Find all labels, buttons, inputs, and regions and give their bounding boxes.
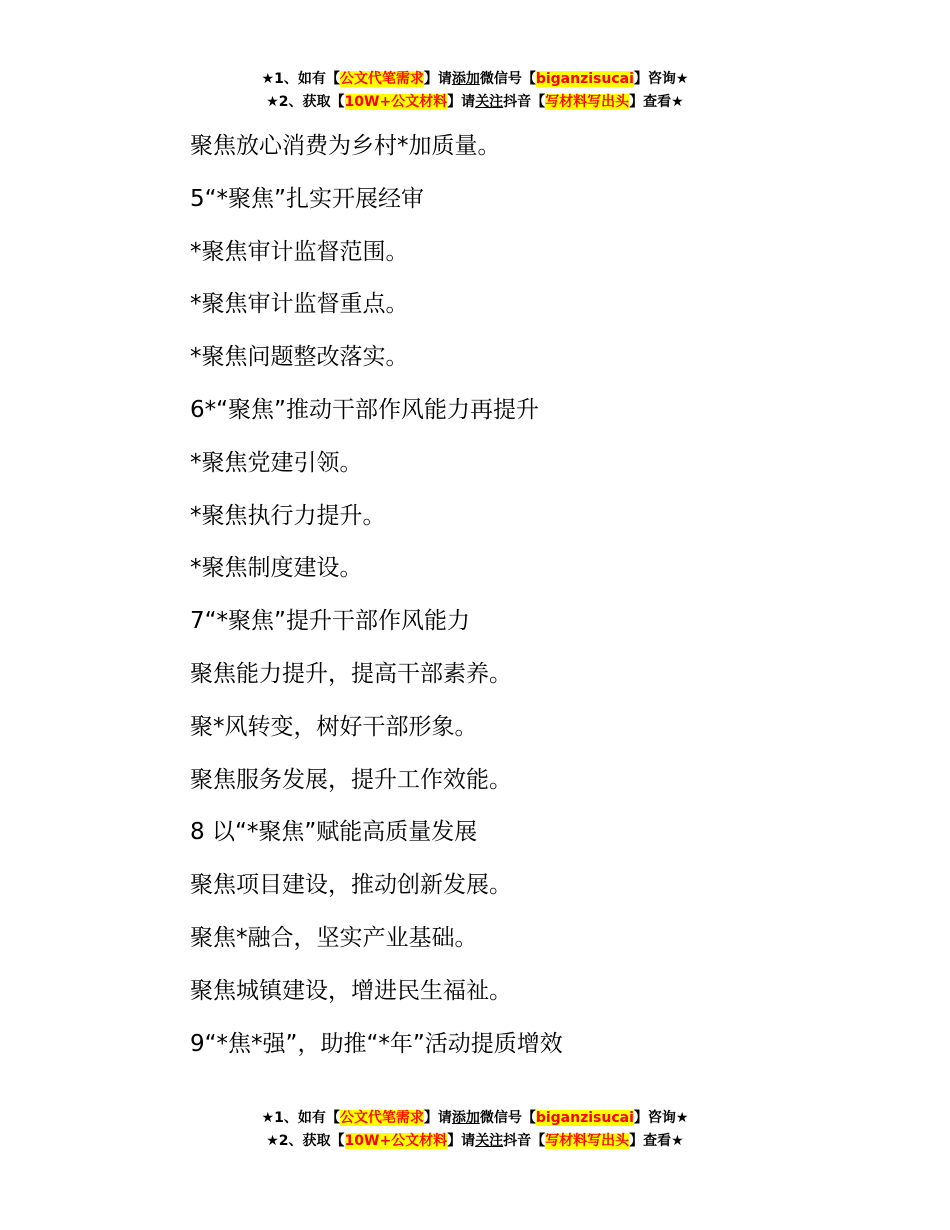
paragraph: 聚焦放心消费为乡村*加质量。 [190, 133, 501, 159]
paragraph: 聚焦*融合，坚实产业基础。 [190, 924, 478, 951]
banner-text: 】查看★ [629, 1133, 684, 1149]
banner-text: 微信号【 [479, 71, 536, 87]
paragraph: 聚焦能力提升，提高干部素养。 [190, 660, 512, 687]
paragraph: *聚焦执行力提升。 [190, 502, 386, 529]
paragraph: *聚焦审计监督范围。 [190, 238, 409, 265]
banner-highlight-materials: 10W+公文材料 [344, 1133, 448, 1149]
banner-text: ★1、如有【 [261, 71, 340, 87]
paragraph: 聚焦项目建设，推动创新发展。 [190, 872, 512, 899]
banner-highlight-wechat-id: biganzisucai [535, 71, 634, 87]
section-heading: 9“*焦*强”，助推“*年”活动提质增效 [190, 1030, 563, 1057]
section-heading: 8 以“*聚焦”赋能高质量发展 [190, 819, 478, 846]
banner-line-1 [0, 1107, 950, 1130]
banner-highlight-douyin-id: 写材料写出头 [545, 94, 630, 110]
banner-line-1 [0, 68, 950, 91]
banner-highlight-douyin-id: 写材料写出头 [545, 1133, 630, 1149]
paragraph: 聚*风转变，树好干部形象。 [190, 713, 478, 740]
banner-text: 抖音【 [503, 1133, 546, 1149]
banner-text: 】请 [423, 71, 452, 87]
paragraph: *聚焦制度建设。 [190, 555, 363, 582]
banner-line-2 [0, 1130, 950, 1153]
banner-underline-follow: 关注 [475, 1133, 504, 1149]
banner-highlight-service: 公文代笔需求 [339, 1110, 424, 1126]
banner-text: 】咨询★ [633, 71, 689, 87]
banner-underline-add: 添加 [451, 71, 480, 87]
banner-text: 抖音【 [503, 94, 546, 110]
banner-text: 】请 [423, 1110, 452, 1126]
banner-text: 】请 [447, 1133, 476, 1149]
section-heading: 7“*聚焦”提升干部作风能力 [190, 608, 470, 635]
footer-banner [0, 1107, 950, 1153]
banner-text: ★1、如有【 [261, 1110, 340, 1126]
paragraph: *聚焦党建引领。 [190, 449, 363, 476]
banner-highlight-service: 公文代笔需求 [339, 71, 424, 87]
banner-text: ★2、获取【 [266, 1133, 345, 1149]
section-heading: 5“*聚焦”扎实开展经审 [190, 185, 424, 212]
banner-text: ★2、获取【 [266, 94, 345, 110]
banner-text: 微信号【 [479, 1110, 536, 1126]
paragraph: *聚焦审计监督重点。 [190, 291, 409, 318]
document-body [190, 120, 890, 1070]
paragraph: 聚焦服务发展，提升工作效能。 [190, 766, 512, 793]
header-banner [0, 68, 950, 114]
banner-text: 】咨询★ [633, 1110, 689, 1126]
paragraph: *聚焦问题整改落实。 [190, 344, 409, 371]
banner-underline-add: 添加 [451, 1110, 480, 1126]
section-heading: 6*“聚焦”推动干部作风能力再提升 [190, 396, 539, 423]
banner-highlight-materials: 10W+公文材料 [344, 94, 448, 110]
banner-line-2 [0, 91, 950, 114]
paragraph: 聚焦城镇建设，增进民生福祉。 [190, 977, 512, 1004]
banner-text: 】查看★ [629, 94, 684, 110]
banner-text: 】请 [447, 94, 476, 110]
banner-underline-follow: 关注 [475, 94, 504, 110]
banner-highlight-wechat-id: biganzisucai [535, 1110, 634, 1126]
